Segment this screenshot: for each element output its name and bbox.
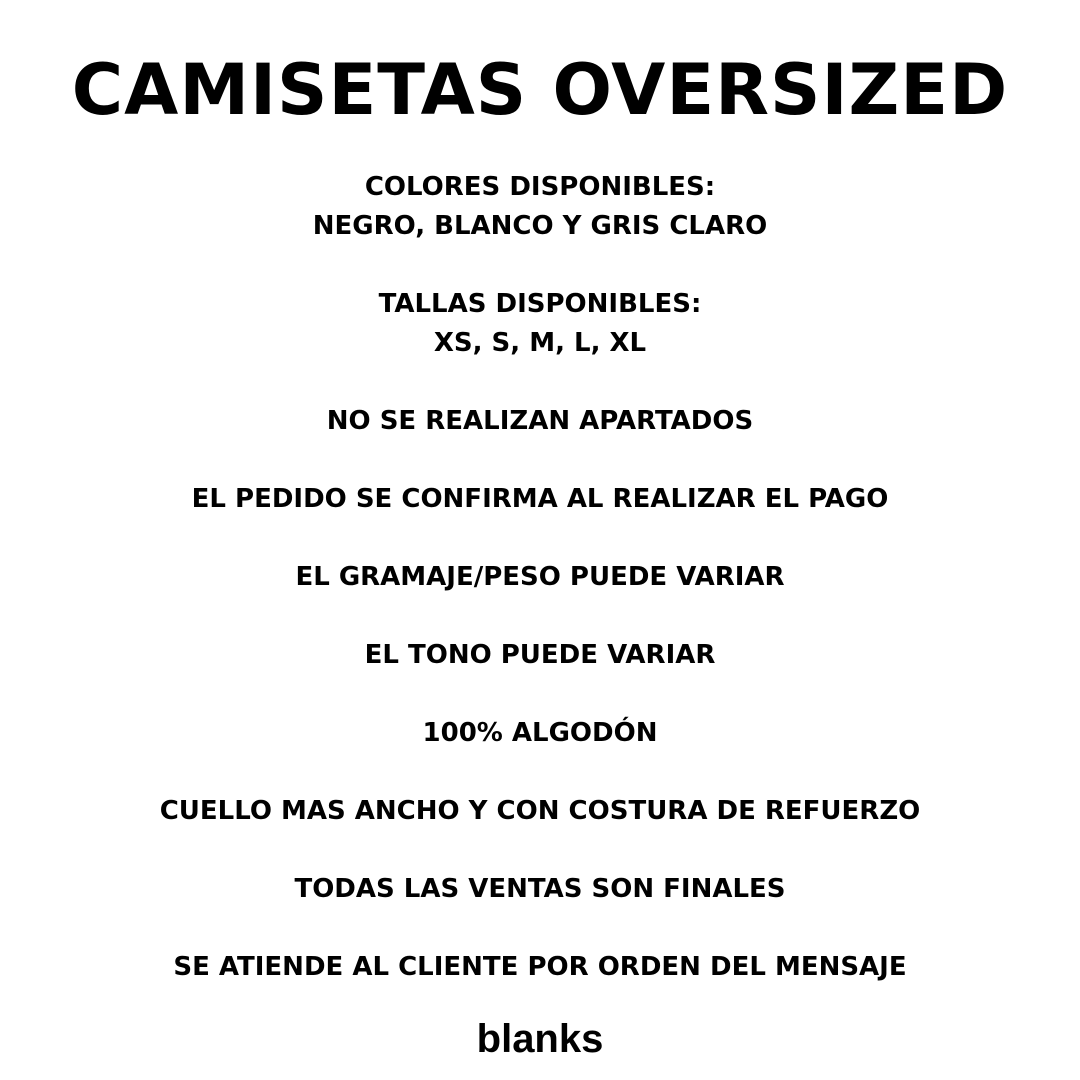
note-cotton: 100% ALGODÓN	[422, 718, 658, 748]
colors-heading: COLORES DISPONIBLES:	[364, 172, 716, 202]
brand-wordmark: blanks	[476, 1017, 604, 1061]
sizes-value: XS, S, M, L, XL	[433, 328, 647, 358]
note-tone-varies: EL TONO PUEDE VARIAR	[364, 640, 716, 670]
note-final-sales: TODAS LAS VENTAS SON FINALES	[294, 874, 786, 904]
sizes-heading: TALLAS DISPONIBLES:	[378, 289, 702, 319]
page-title: CAMISETAS OVERSIZED	[71, 49, 1009, 131]
note-weight-varies: EL GRAMAJE/PESO PUEDE VARIAR	[295, 562, 785, 592]
note-order-confirmation: EL PEDIDO SE CONFIRMA AL REALIZAR EL PAGO	[191, 484, 889, 514]
colors-value: NEGRO, BLANCO Y GRIS CLARO	[312, 211, 768, 241]
note-message-order: SE ATIENDE AL CLIENTE POR ORDEN DEL MENSAJE	[173, 952, 907, 982]
note-no-layaways: NO SE REALIZAN APARTADOS	[326, 406, 754, 436]
note-collar: CUELLO MAS ANCHO Y CON COSTURA DE REFUERZO	[159, 796, 921, 826]
